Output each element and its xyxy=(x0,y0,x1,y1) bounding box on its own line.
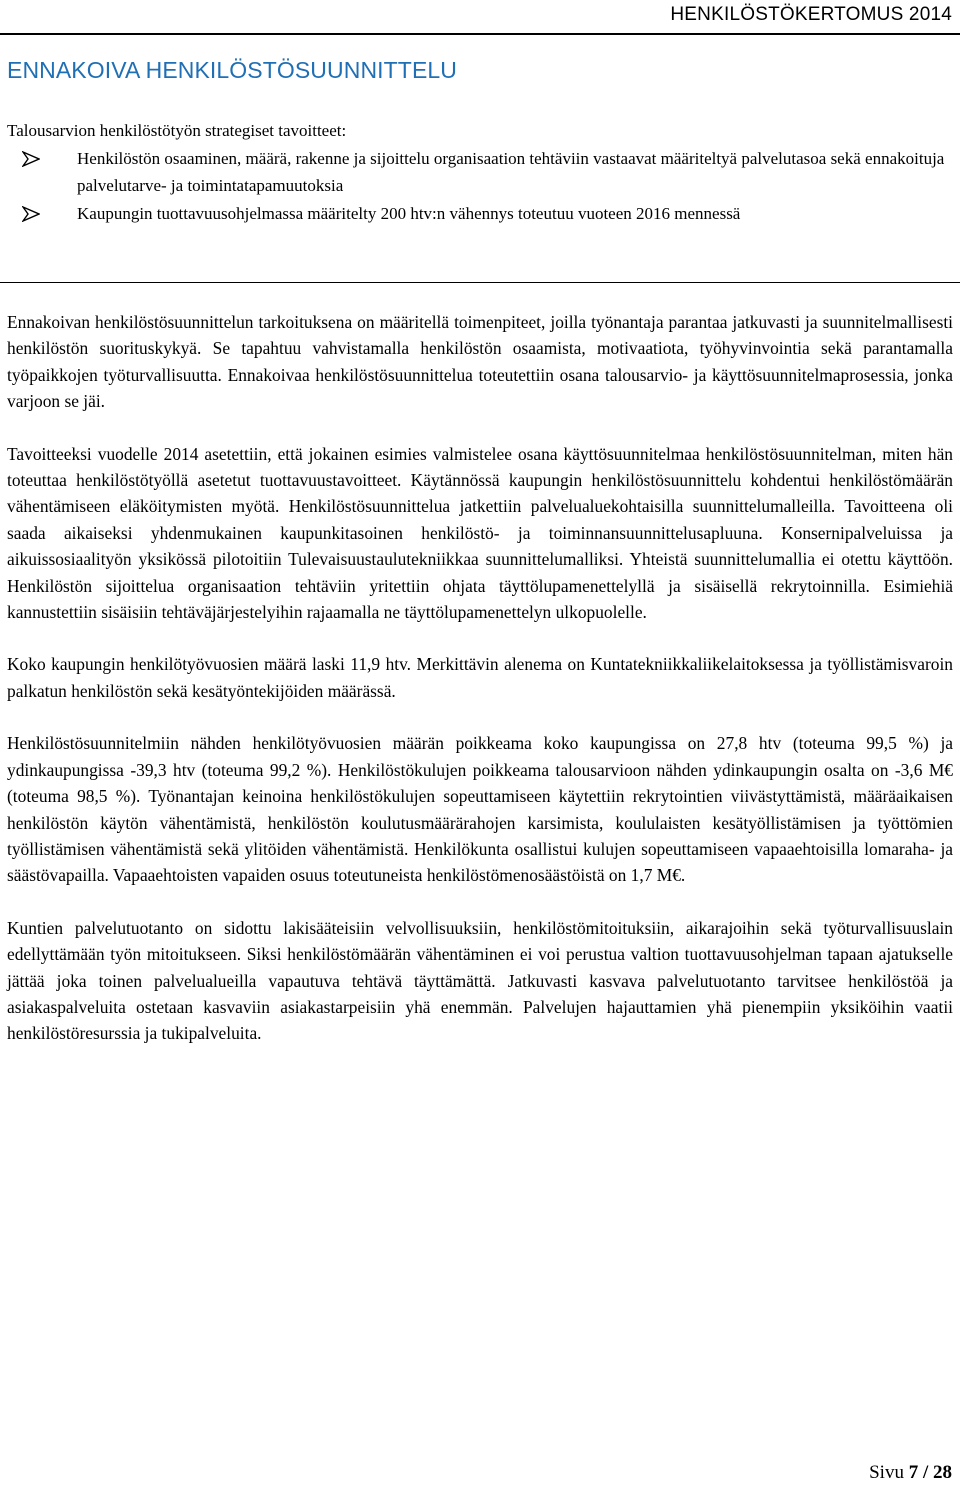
paragraph: Kuntien palvelutuotanto on sidottu lakisääteisiin velvollisuuksiin, henkilöstömitoituksiin, aikarajoihin sekä työturvallisuuslain edellyttämään työn mitoitukseen. Siksi henkilöstömäärän vähentäminen ei voi perustua valtion tuottavuusohjelman tapaan ajatukselle jättää joka toinen palvelualueilla vapautuva tehtävä täyttämättä. Jatkuvasti kasvava palvelutuotanto tarvitsee henkilöstöä ja asiakaspalveluita ostetaan kasvaviin asiakastarpeisiin yhä enemmän. Palvelujen hajauttamien yhä pienempiin yksiköihin vaatii henkilöstöresurssia ja tukipalveluita. xyxy=(7,917,953,1044)
paragraph: Koko kaupungin henkilötyövuosien määrä laski 11,9 htv. Merkittävin alenema on Kuntatekniikkaliikelaitoksessa ja työllistämisvaroin palkatun henkilöstön sekä kesätyöntekijöiden määrässä. xyxy=(7,654,953,701)
goal-text: Kaupungin tuottavuusohjelmassa määritelty 200 htv:n vähennys toteutuu vuoteen 2016 mennessä xyxy=(77,203,741,223)
goals-intro: Talousarvion henkilöstötyön strategiset tavoitteet: xyxy=(7,121,347,140)
goals-list xyxy=(7,145,955,228)
page-current: 7 / 28 xyxy=(908,1462,952,1483)
goal-text: Henkilöstön osaaminen, määrä, rakenne ja sijoittelu organisaation tehtäviin vastaavat määriteltyä palvelutasoa sekä ennakoituja palvelutarve- ja toimintatapamuutoksia xyxy=(77,148,945,195)
page-number xyxy=(869,1462,952,1484)
paragraph: Tavoitteeksi vuodelle 2014 asetettiin, että jokainen esimies valmistelee osana käyttösuunnitelmaa henkilöstösuunnitelman, miten hän toteuttaa henkilöstötyöllä asetetut tuottavuustavoitteet. Käytännössä kaupungin henkilöstösuunnittelu kohdentui henkilöstömäärän vähentämiseen eläköitymisten myötä. Henkilöstösuunnittelua jatkettiin palvelualuekohtaisilla suunnittelumalleilla. Tavoitteena oli saada aikaiseksi yhdenmukainen kaupunkitasoinen henkilöstö- ja toiminnansuunnittelusapluuna. Konsernipalveluissa ja aikuissosiaalityön yksikössä pilotoitiin Tulevaisuustaulutekniikkaa suunnittelumalliksi. Yhteistä suunnittelumallia ei otettu käyttöön. Henkilöstön sijoittelua organisaation tehtäviin yritettiin ohjata täyttölupamenettelyllä ja sisäisellä rekrytoinnilla. Esimiehiä kannustettiin sisäisiin tehtäväjärjestelyihin rajaamalla ne täyttölupamenettelyn ulkopuolelle. xyxy=(7,443,953,623)
paragraph: Henkilöstösuunnitelmiin nähden henkilötyövuosien määrän poikkeama koko kaupungissa on 27,8 htv (toteuma 99,5 %) ja ydinkaupungissa -39,3 htv (toteuma 99,2 %). Henkilöstökulujen poikkeama talousarvioon nähden ydinkaupungin osalta on -3,6 M€ (toteuma 98,5 %). Työnantajan keinoina henkilöstökulujen sopeuttamiseen käytettiin rekrytointien viivästyttämistä, määräaikaisen henkilöstön käytön vähentämistä, henkilöstön koulutusmäärärahojen karsimista, koululaisten kesätyöllistämisen ja työttömien työllistämisen vähentämistä sekä ylitöiden vähentämistä. Henkilökunta osallistui kulujen sopeuttamiseen vapaaehtoisilla lomaraha- ja säästövapailla. Vapaaehtoisten vapaiden osuus toteutuneista henkilöstömenosäästöistä on 1,7 M€. xyxy=(7,733,953,886)
paragraph: Ennakoivan henkilöstösuunnittelun tarkoituksena on määritellä toimenpiteet, joilla työnantaja parantaa jatkuvasti ja suunnitelmallisesti henkilöstön suorituskykyä. Se tapahtuu vahvistamalla henkilöstön osaamista, motivaatiota, työhyvinvointia sekä parantamalla työpaikkojen työturvallisuutta. Ennakoivaa henkilöstösuunnittelua toteutettiin osana talousarvio- ja käyttösuunnitelmaprosessia, jonka varjoon se jäi. xyxy=(7,312,953,412)
list-item xyxy=(7,145,955,200)
list-item xyxy=(7,200,955,228)
body-text xyxy=(7,309,953,1073)
page-label: Sivu xyxy=(869,1462,904,1483)
arrowhead-bullet-icon xyxy=(22,206,40,222)
goals-divider xyxy=(0,282,960,283)
arrowhead-bullet-icon xyxy=(22,151,40,167)
section-title: ENNAKOIVA HENKILÖSTÖSUUNNITTELU xyxy=(7,57,457,83)
strategic-goals xyxy=(7,117,955,227)
running-header: HENKILÖSTÖKERTOMUS 2014 xyxy=(670,4,952,25)
header-rule xyxy=(0,33,960,35)
